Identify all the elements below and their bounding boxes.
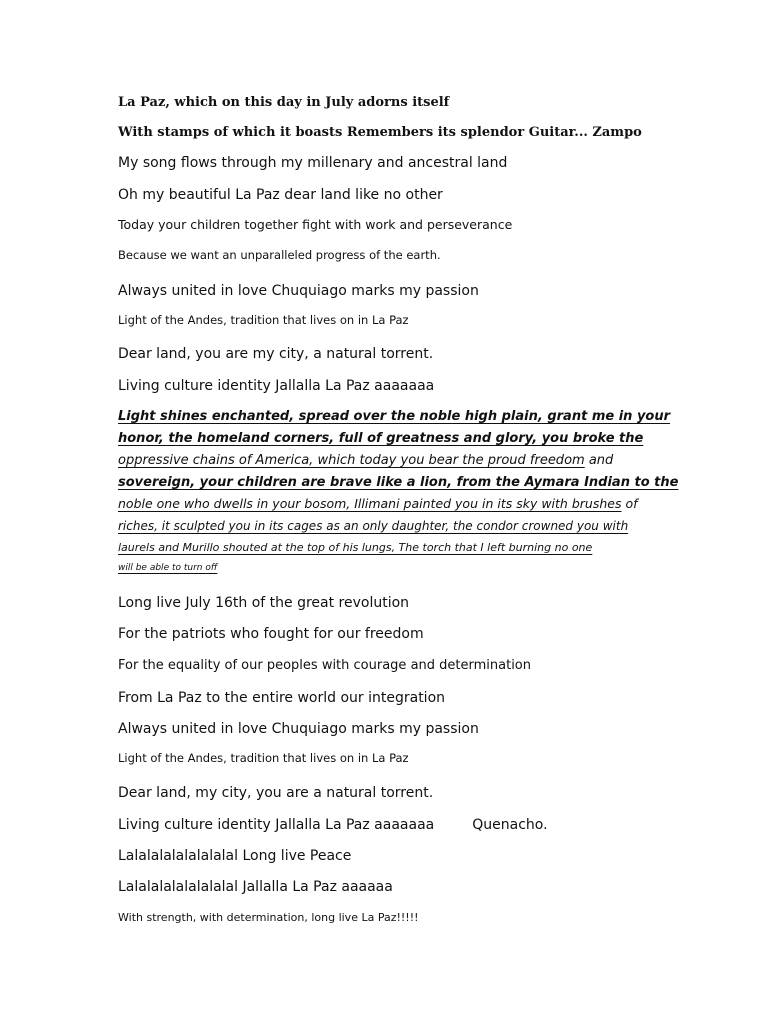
lyric-line: For the equality of our peoples with courage and determination <box>118 658 531 673</box>
lyric-line: Dear land, you are my city, a natural torrent. <box>118 346 434 362</box>
title-line-2: With stamps of which it boasts Remembers its splendor Guitar... Zampo <box>118 125 642 140</box>
verse-line: laurels and Murillo shouted at the top of his lungs, The torch that I left burning no one <box>118 541 593 554</box>
verse-line: oppressive chains of America, which today you bear the proud freedom and <box>118 453 614 468</box>
title-line-1: La Paz, which on this day in July adorns itself <box>118 95 450 110</box>
verse-line: riches, it sculpted you in its cages as an only daughter, the condor crowned you with <box>118 519 629 533</box>
lyric-line: Lalalalalalalalalal Jallalla La Paz aaaaaa <box>118 879 393 895</box>
verse-line: honor, the homeland corners, full of greatness and glory, you broke the <box>118 431 644 446</box>
verse-line: sovereign, your children are brave like a lion, from the Aymara Indian to the <box>118 475 679 490</box>
verse-line: noble one who dwells in your bosom, Illimani painted you in its sky with brushes of <box>118 496 638 511</box>
verse-line: will be able to turn off <box>118 563 218 573</box>
closing-line: With strength, with determination, long live La Paz!!!!! <box>118 911 419 924</box>
lyric-line: Light of the Andes, tradition that lives on in La Paz <box>118 751 409 765</box>
lyric-line: Oh my beautiful La Paz dear land like no other <box>118 187 443 203</box>
lyric-author: Quenacho. <box>472 817 548 833</box>
lyric-line: For the patriots who fought for our freedom <box>118 626 424 642</box>
lyric-line: Today your children together fight with work and perseverance <box>118 217 513 232</box>
lyric-line: Long live July 16th of the great revolution <box>118 595 410 611</box>
lyric-text: Living culture identity Jallalla La Paz aaaaaaa <box>118 817 435 833</box>
lyric-line: Always united in love Chuquiago marks my passion <box>118 721 479 737</box>
lyric-line: Living culture identity Jallalla La Paz aaaaaaa <box>118 378 435 394</box>
lyric-line: Because we want an unparalleled progress of the earth. <box>118 248 441 262</box>
lyric-line: Light of the Andes, tradition that lives on in La Paz <box>118 313 409 327</box>
lyric-line <box>118 818 548 832</box>
lyric-line: From La Paz to the entire world our integration <box>118 690 446 706</box>
lyric-line: Lalalalalalalalalal Long live Peace <box>118 848 352 864</box>
verse-paragraph <box>118 410 678 580</box>
verse-line: Light shines enchanted, spread over the noble high plain, grant me in your <box>118 409 671 424</box>
lyric-line: My song flows through my millenary and ancestral land <box>118 155 508 171</box>
lyric-line: Always united in love Chuquiago marks my passion <box>118 283 479 299</box>
lyric-line: Dear land, my city, you are a natural torrent. <box>118 785 434 801</box>
